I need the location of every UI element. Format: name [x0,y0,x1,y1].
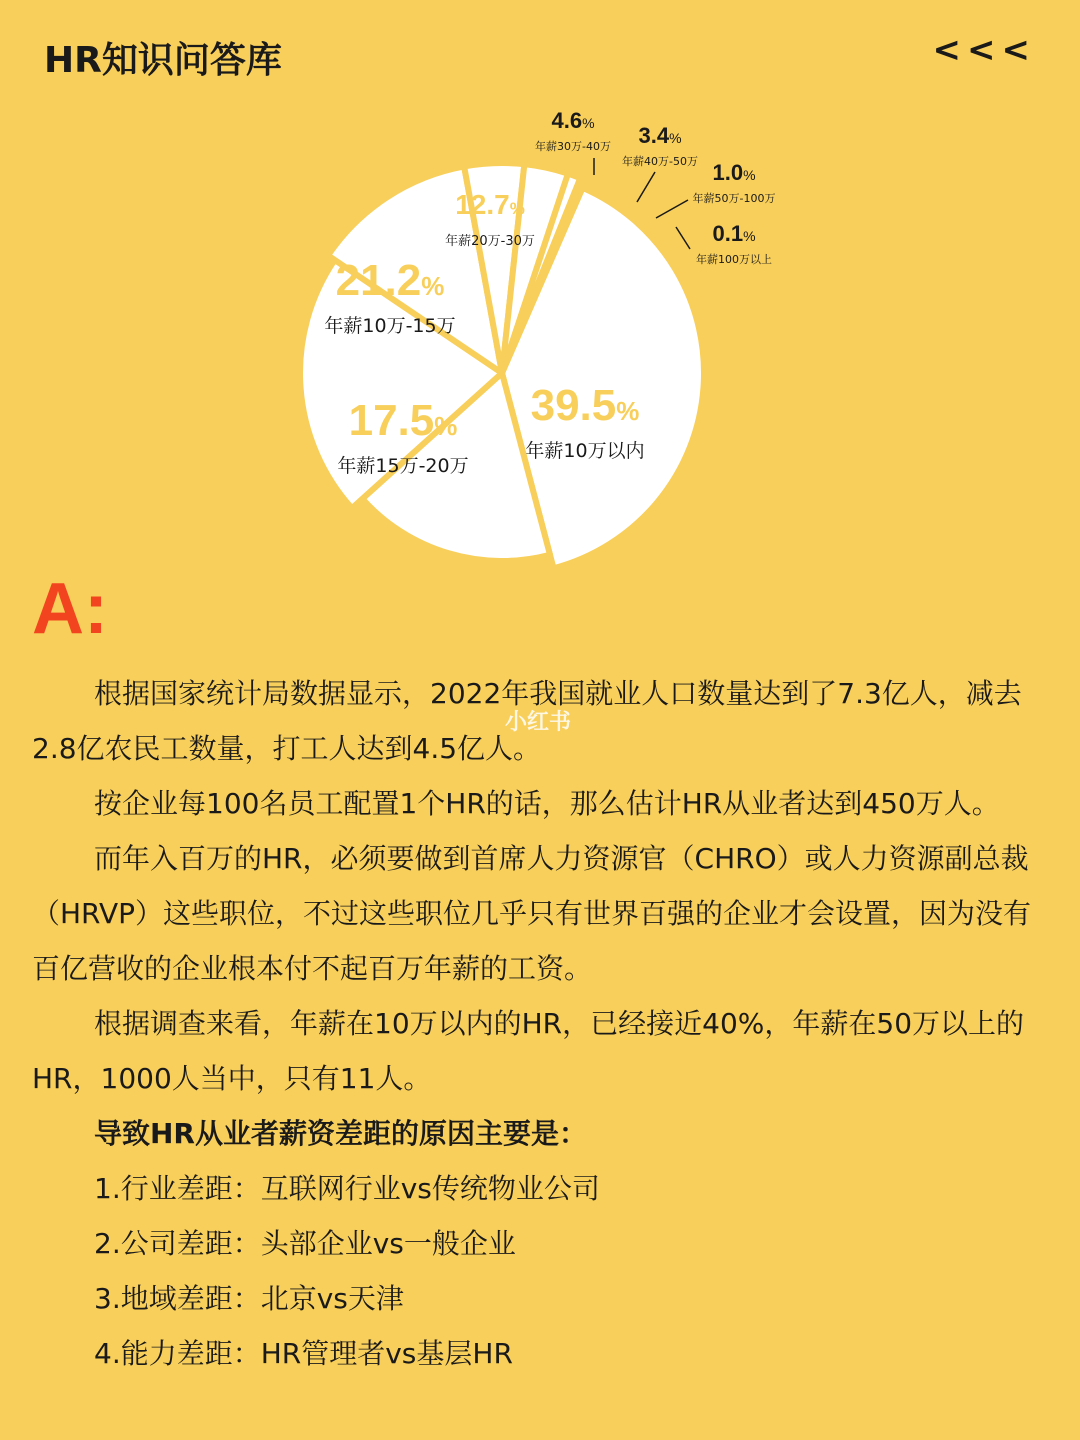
salary-pie-chart [0,100,1080,580]
leader-line [637,172,655,202]
reason-item: 3.地域差距：北京vs天津 [94,1282,404,1315]
slice-category-label: 年薪20万-30万 [445,234,535,249]
slice-value-label: 39.5% [530,381,640,430]
paragraph: 而年入百万的HR，必须要做到首席人力资源官（CHRO）或人力资源副总裁（HRVP）这些职位，不过这些职位几乎只有世界百强的企业才会设置，因为没有百亿营收的企业根本付不起百万年薪的工资。 [32,842,1032,985]
slice-value-label: 17.5% [348,396,458,445]
paragraph: 按企业每100名员工配置1个HR的话，那么估计HR从业者达到450万人。 [94,787,1000,820]
slice-category-label: 年薪30万-40万 [535,140,611,153]
leader-line [676,227,690,249]
answer-body [32,666,1050,1381]
slice-value-label: 1.0% [712,160,756,185]
slice-category-label: 年薪10万以内 [525,440,645,462]
slice-value-label: 4.6% [551,108,595,133]
slice-value-label: 3.4% [638,123,682,148]
slice-value-label: 0.1% [712,221,756,246]
slice-category-label: 年薪10万-15万 [324,315,456,337]
reasons-heading: 导致HR从业者薪资差距的原因主要是： [94,1117,587,1150]
reason-item: 1.行业差距：互联网行业vs传统物业公司 [94,1172,600,1205]
slice-category-label: 年薪100万以上 [696,253,772,266]
page-title: HR知识问答库 [44,40,282,81]
slice-category-label: 年薪40万-50万 [622,155,698,168]
slice-value-label: 21.2% [335,256,445,305]
paragraph: 根据国家统计局数据显示，2022年我国就业人口数量达到了7.3亿人，减去2.8亿农民工数量，打工人达到4.5亿人。 [32,677,1022,765]
slice-category-label: 年薪50万-100万 [692,192,776,205]
reason-item: 4.能力差距：HR管理者vs基层HR [94,1337,513,1370]
leader-line [656,200,688,218]
reason-item: 2.公司差距：头部企业vs一般企业 [94,1227,516,1260]
answer-label: A: [32,569,108,649]
paragraph: 根据调查来看，年薪在10万以内的HR，已经接近40%，年薪在50万以上的HR，1000人当中，只有11人。 [32,1007,1025,1095]
back-chevrons-icon[interactable]: <<< [932,30,1036,70]
slice-value-label: 12.7% [455,189,525,220]
slice-category-label: 年薪15万-20万 [337,455,469,477]
watermark: 小红书 [505,710,572,735]
